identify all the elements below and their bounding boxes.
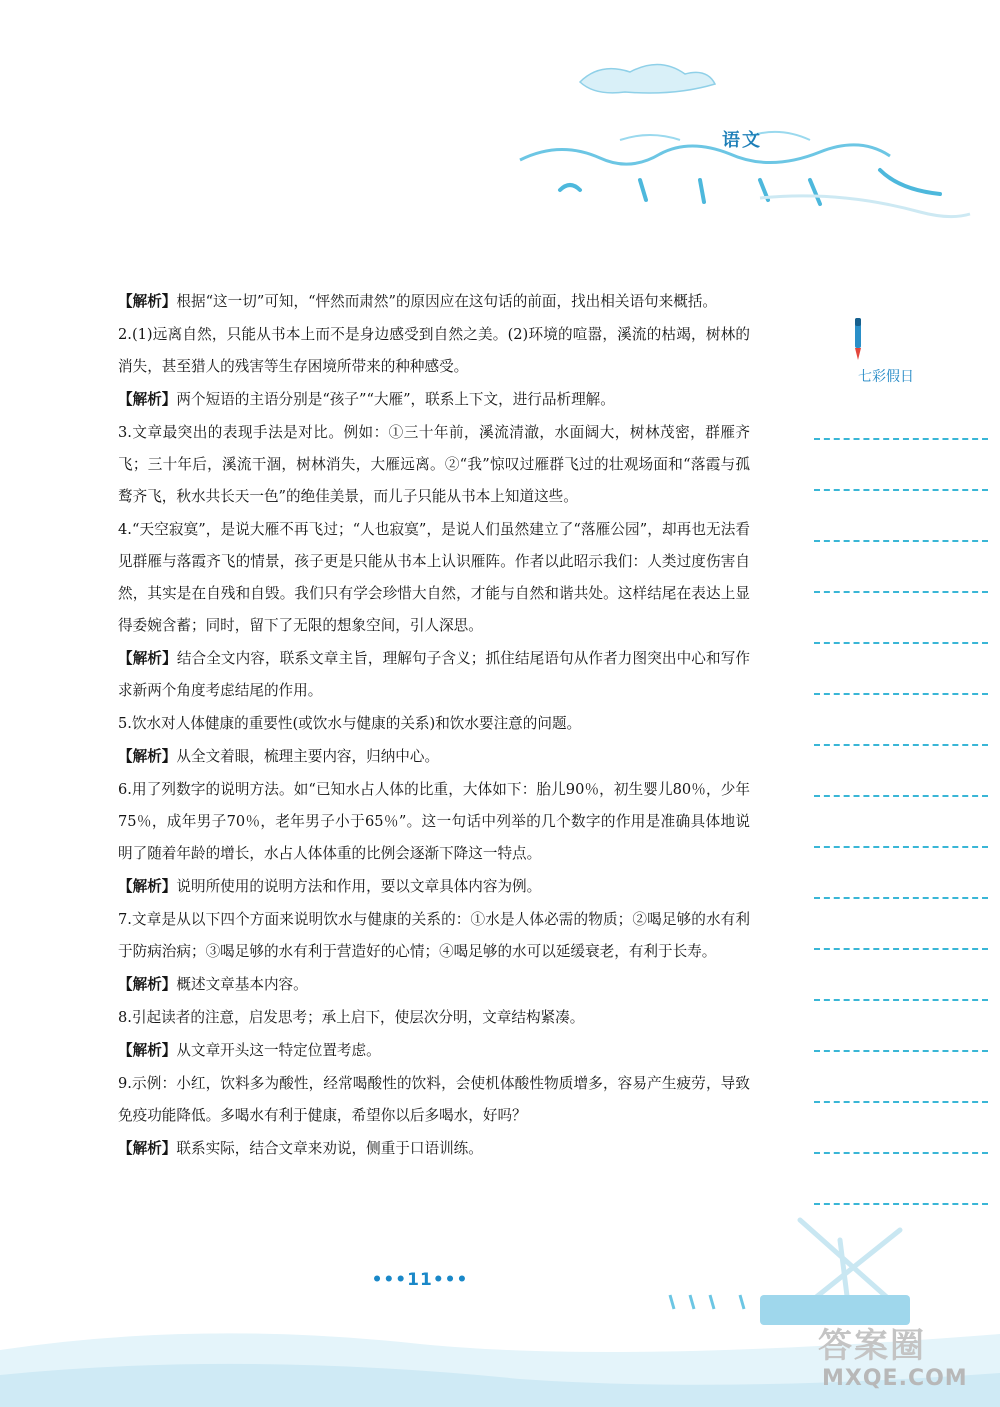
answer-paragraph: [118, 708, 750, 740]
paragraph-text: 文章是从以下四个方面来说明饮水与健康的关系的：①水是人体必需的物质；②喝足够的水有利于防病治病；③喝足够的水有利于营造好的心情；④喝足够的水可以延缓衰老，有利于长寿。: [118, 911, 750, 960]
paragraph-text: “天空寂寞”，是说大雁不再飞过；“人也寂寞”，是说人们虽然建立了“落雁公园”，却再也无法看见群雁与落霞齐飞的情景，孩子更是只能从书本上认识雁阵。作者以此昭示我们：人类过度伤害自然，其实是在自残和自毁。我们只有学会珍惜大自然，才能与自然和谐共处。这样结尾在表达上显得委婉含蓄；同时，留下了无限的想象空间，引人深思。: [118, 521, 750, 634]
answer-paragraph: [118, 319, 750, 383]
note-line: [814, 948, 988, 950]
question-number: 3.: [118, 424, 132, 441]
question-number: 2.: [118, 326, 132, 343]
page-number: •••11•••: [371, 1270, 469, 1290]
analysis-paragraph: [118, 741, 750, 773]
analysis-tag: 【解析】: [118, 1140, 177, 1157]
sidebar-title: 七彩假日: [858, 369, 914, 385]
note-line: [814, 693, 988, 695]
analysis-paragraph: [118, 1133, 750, 1165]
analysis-tag: 【解析】: [118, 748, 177, 765]
answer-paragraph: [118, 514, 750, 642]
paragraph-text: 根据“这一切”可知，“怦然而肃然”的原因应在这句话的前面，找出相关语句来概括。: [176, 293, 718, 310]
note-line: [814, 438, 988, 440]
paragraph-text: 说明所使用的说明方法和作用，要以文章具体内容为例。: [176, 878, 542, 895]
note-line: [814, 540, 988, 542]
analysis-paragraph: [118, 643, 750, 707]
paragraph-text: 饮水对人体健康的重要性(或饮水与健康的关系)和饮水要注意的问题。: [131, 715, 582, 732]
paragraph-text: 结合全文内容，联系文章主旨，理解句子含义；抓住结尾语句从作者力图突出中心和写作求新两个角度考虑结尾的作用。: [118, 650, 750, 699]
watermark-logo: 答案圈: [818, 1326, 926, 1366]
analysis-tag: 【解析】: [118, 293, 177, 310]
analysis-tag: 【解析】: [118, 650, 177, 667]
analysis-tag: 【解析】: [118, 878, 177, 895]
answer-paragraph: [118, 417, 750, 513]
question-number: 9.: [118, 1075, 132, 1092]
note-line: [814, 795, 988, 797]
question-number: 7.: [118, 911, 132, 928]
note-line: [814, 999, 988, 1001]
analysis-tag: 【解析】: [118, 976, 177, 993]
watermark-url: MXQE.COM: [822, 1366, 968, 1391]
brush-stroke-decoration: [560, 170, 940, 204]
note-line: [814, 591, 988, 593]
paragraph-text: 用了列数字的说明方法。如“已知水占人体的比重，大体如下：胎儿90％，初生婴儿80％，少年75％，成年男子70％，老年男子小于65％”。这一句话中列举的几个数字的作用是准确具体地说明了随着年龄的增长，水占人体体重的比例会逐渐下降这一特点。: [118, 781, 750, 862]
question-number: 6.: [118, 781, 132, 798]
horizon-decoration: [760, 196, 970, 217]
note-line: [814, 744, 988, 746]
analysis-tag: 【解析】: [118, 1042, 177, 1059]
paragraph-text: 示例：小红，饮料多为酸性，经常喝酸性的饮料，会使机体酸性物质增多，容易产生疲劳，导致免疫功能降低。多喝水有利于健康，希望你以后多喝水，好吗？: [118, 1075, 750, 1124]
analysis-paragraph: [118, 1035, 750, 1067]
note-line: [814, 1101, 988, 1103]
answer-content: [118, 286, 750, 1166]
paragraph-text: 从文章开头这一特定位置考虑。: [176, 1042, 381, 1059]
analysis-paragraph: [118, 384, 750, 416]
answer-paragraph: [118, 1068, 750, 1132]
note-line: [814, 642, 988, 644]
subject-label: 语文: [722, 130, 762, 151]
note-line: [814, 897, 988, 899]
pen-icon: [850, 316, 866, 364]
wave-decoration: [520, 145, 890, 164]
paragraph-text: 概述文章基本内容。: [176, 976, 308, 993]
paragraph-text: (1)远离自然，只能从书本上而不是身边感受到自然之美。(2)环境的喧嚣，溪流的枯竭，树林的消失，甚至猎人的残害等生存困境所带来的种种感受。: [118, 326, 750, 375]
paragraph-text: 两个短语的主语分别是“孩子”“大雁”，联系上下文，进行品析理解。: [176, 391, 615, 408]
answer-paragraph: [118, 1002, 750, 1034]
paragraph-text: 从全文着眼，梳理主要内容，归纳中心。: [176, 748, 440, 765]
note-line: [814, 1050, 988, 1052]
question-number: 8.: [118, 1009, 132, 1026]
answer-paragraph: [118, 774, 750, 870]
note-line: [814, 846, 988, 848]
note-line: [814, 489, 988, 491]
answer-paragraph: [118, 904, 750, 968]
question-number: 5.: [118, 715, 132, 732]
paragraph-text: 文章最突出的表现手法是对比。例如：①三十年前，溪流清澈，水面阔大，树林茂密，群雁齐飞；三十年后，溪流干涸，树林消失，大雁远离。②“我”惊叹过雁群飞过的壮观场面和“落霞与孤鹜齐飞，秋水共长天一色”的绝佳美景，而儿子只能从书本上知道这些。: [118, 424, 750, 505]
question-number: 4.: [118, 521, 132, 538]
grass-decoration: [670, 1295, 744, 1309]
analysis-paragraph: [118, 969, 750, 1001]
analysis-tag: 【解析】: [118, 391, 177, 408]
paragraph-text: 引起读者的注意，启发思考；承上启下，使层次分明，文章结构紧凑。: [131, 1009, 585, 1026]
analysis-paragraph: [118, 286, 750, 318]
note-line: [814, 1152, 988, 1154]
cloud-decoration: [580, 64, 715, 93]
paragraph-text: 联系实际，结合文章来劝说，侧重于口语训练。: [176, 1140, 483, 1157]
wave-decoration: [620, 132, 810, 140]
analysis-paragraph: [118, 871, 750, 903]
